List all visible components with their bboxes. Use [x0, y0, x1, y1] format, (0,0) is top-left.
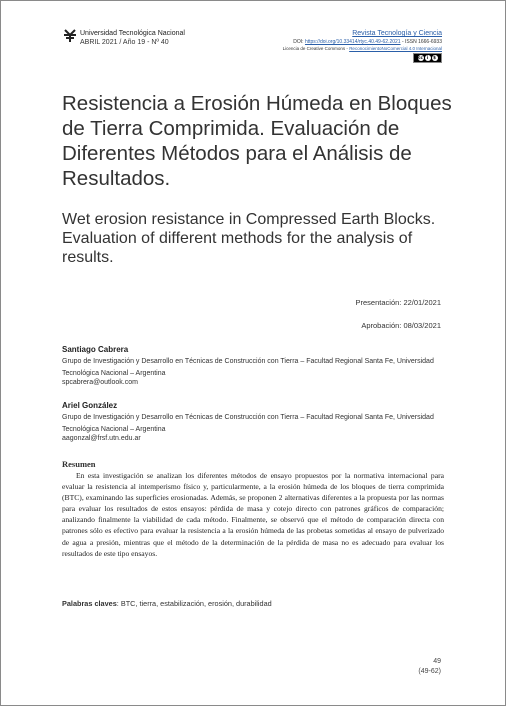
- author-name: Ariel González: [62, 401, 118, 410]
- issn: - ISSN 1666-6933: [400, 39, 442, 45]
- abstract-heading: Resumen: [62, 459, 96, 469]
- presented-date: Presentación: 22/01/2021: [355, 298, 441, 307]
- doi-line: [293, 39, 442, 45]
- doi-label: DOI:: [293, 39, 304, 45]
- license-label: Licencia de Creative Commons -: [282, 46, 350, 51]
- keywords-text: : BTC, tierra, estabilización, erosión, durabilidad: [116, 599, 272, 608]
- author-email[interactable]: spcabrera@outlook.com: [62, 379, 138, 386]
- issue-info: ABRIL 2021 / Año 19 - Nº 40: [80, 39, 169, 46]
- author-email[interactable]: aagonzal@frsf.utn.edu.ar: [62, 435, 141, 442]
- page-number: 49: [433, 658, 441, 665]
- author-affiliation: Grupo de Investigación y Desarrollo en Técnicas de Construcción con Tierra – Facultad Regional Santa Fe, Universidad Tecnológica Nacional – Argentina: [62, 414, 434, 433]
- author-affiliation: Grupo de Investigación y Desarrollo en Técnicas de Construcción con Tierra – Facultad Regional Santa Fe, Universidad Tecnológica Nacional – Argentina: [62, 358, 434, 377]
- university-name: Universidad Tecnológica Nacional: [80, 30, 185, 37]
- nc-icon: $: [433, 55, 436, 60]
- keywords: [62, 599, 272, 608]
- creative-commons-badge-icon[interactable]: [413, 53, 442, 63]
- journal-link[interactable]: Revista Tecnología y Ciencia: [352, 30, 442, 37]
- page-range: (49-62): [418, 668, 441, 675]
- doi-link[interactable]: https://doi.org/10.33414/rtyc.40.49-62.2021: [304, 39, 401, 45]
- abstract-text: En esta investigación se analizan los diferentes métodos de ensayo propuestos por la normativa internacional para evaluar la resistencia al intemperismo físico y, particularmente, a la erosión húmeda de los bloques de tierra comprimida (BTC), examinando las superficies erosionadas. Además, se proponen 2 alternativas diferentes a la propuesta por las normas para evaluar los resultados de estos ensayos: pérdida de masa y cotejo directo con patrones gráficos de comparación; analizando finalmente la viabilidad de cada método. Finalmente, se observó que el método de comparación directa con patrones sólo es efectivo para evaluar la resistencia a la erosión húmeda de las probetas sometidas al ensayo de pulverizado de agua a presión, mientras que el método de la determinación de la pérdida de masa no es adecuado para evaluar los resultados de este tipo ensayos.: [62, 471, 444, 558]
- license-link[interactable]: ReconocimientoNoComercial 4.0 Internacional: [349, 46, 442, 51]
- utn-logo-icon: [63, 29, 77, 43]
- title-english: Wet erosion resistance in Compressed Earth Blocks. Evaluation of different methods for the analysis of results.: [62, 211, 436, 266]
- keywords-label: Palabras claves: [62, 599, 117, 608]
- by-icon: i: [425, 55, 431, 61]
- author-name: Santiago Cabrera: [62, 345, 129, 354]
- cc-icon: cc: [418, 55, 423, 60]
- title-spanish: Resistencia a Erosión Húmeda en Bloques de Tierra Comprimida. Evaluación de Diferentes Métodos para el Análisis de Resultados.: [62, 92, 452, 190]
- license-line: [283, 46, 442, 51]
- approved-date: Aprobación: 08/03/2021: [361, 321, 441, 330]
